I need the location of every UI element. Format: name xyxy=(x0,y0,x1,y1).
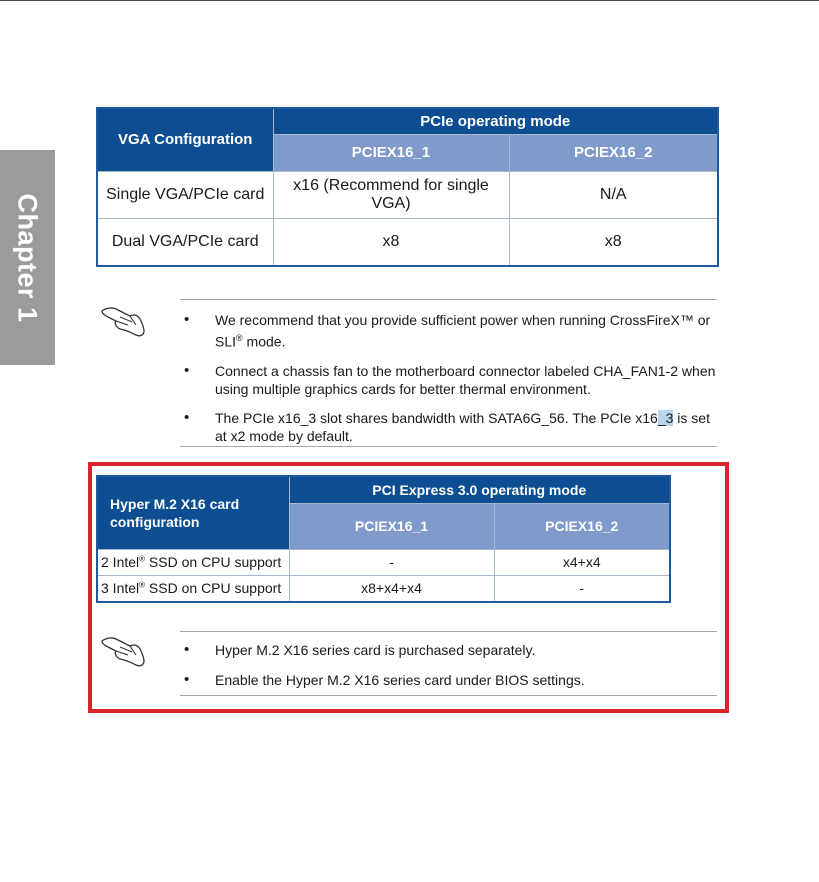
notes-box-2 xyxy=(180,631,717,696)
row-label: 2 Intel® SSD on CPU support xyxy=(97,549,289,575)
row-label: Dual VGA/PCIe card xyxy=(97,218,273,266)
table-cell: N/A xyxy=(509,171,718,218)
vga-config-header: VGA Configuration xyxy=(97,108,273,171)
table-cell: x8 xyxy=(509,218,718,266)
table-row xyxy=(97,575,670,602)
list-item: • We recommend that you provide sufficient power when running CrossFireX™ or SLI® mode. xyxy=(180,311,717,351)
table-cell: x8 xyxy=(273,218,509,266)
col-header-pciex16-1: PCIEX16_1 xyxy=(273,134,509,171)
col-header-pciex16-1: PCIEX16_1 xyxy=(289,503,494,549)
hyper-m2-config-header: Hyper M.2 X16 card configuration xyxy=(97,476,289,549)
list-item: • The PCIe x16_3 slot shares bandwidth with SATA6G_56. The PCIe x16_3 is set at x2 mode by default. xyxy=(180,409,717,445)
table-cell: x4+x4 xyxy=(494,549,670,575)
hyper-m2-configuration-table xyxy=(96,475,671,603)
table-row xyxy=(97,549,670,575)
row-label: 3 Intel® SSD on CPU support xyxy=(97,575,289,602)
top-rule xyxy=(0,0,819,1)
hand-note-icon xyxy=(100,303,148,339)
vga-configuration-table xyxy=(96,107,719,267)
chapter-tab-label: Chapter 1 xyxy=(12,193,43,323)
table-cell: - xyxy=(494,575,670,602)
hand-note-icon xyxy=(100,633,148,669)
list-item: • Connect a chassis fan to the motherboard connector labeled CHA_FAN1-2 when using multiple graphics cards for better thermal environment. xyxy=(180,362,717,398)
row-label: Single VGA/PCIe card xyxy=(97,171,273,218)
pci-express-mode-header: PCI Express 3.0 operating mode xyxy=(289,476,670,503)
notes-box-1 xyxy=(180,299,717,447)
col-header-pciex16-2: PCIEX16_2 xyxy=(509,134,718,171)
table-row xyxy=(97,218,718,266)
table-cell: - xyxy=(289,549,494,575)
list-item: • Hyper M.2 X16 series card is purchased separately. xyxy=(180,641,717,659)
table-row xyxy=(97,171,718,218)
table-cell: x8+x4+x4 xyxy=(289,575,494,602)
list-item: • Enable the Hyper M.2 X16 series card under BIOS settings. xyxy=(180,671,717,689)
table-cell: x16 (Recommend for single VGA) xyxy=(273,171,509,218)
text-selection-highlight: _3 xyxy=(657,409,674,426)
col-header-pciex16-2: PCIEX16_2 xyxy=(494,503,670,549)
chapter-tab xyxy=(0,150,55,365)
pcie-mode-header: PCIe operating mode xyxy=(273,108,718,134)
